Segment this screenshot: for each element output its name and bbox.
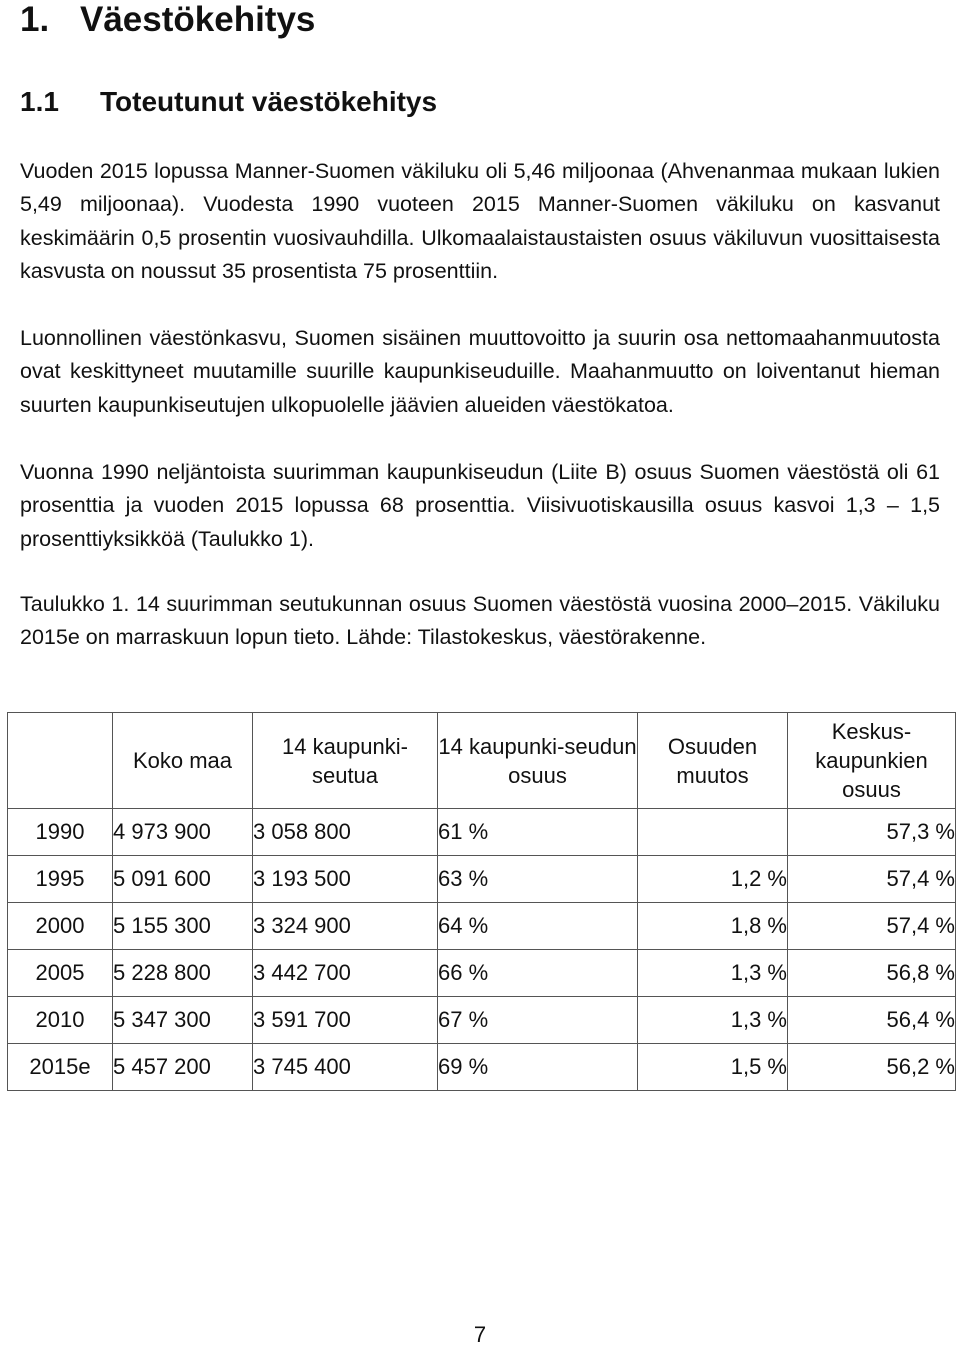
header-year: [8, 713, 113, 809]
cell-osuuden-muutos: 1,5 %: [638, 1044, 788, 1091]
cell-kaupunkiseutua: 3 442 700: [253, 950, 438, 997]
paragraph-urban-share: Vuonna 1990 neljäntoista suurimman kaupunkiseudun (Liite B) osuus Suomen väestöstä oli 61 prosenttia ja vuoden 2015 lopussa 68 prosenttia. Viisivuotiskausilla osuus kasvoi 1,3 – 1,5 prosenttiyksikköä (Taulukko 1).: [20, 460, 940, 551]
cell-keskuskaupunkien-osuus: 56,4 %: [788, 997, 956, 1044]
cell-year: 2015e: [8, 1044, 113, 1091]
header-osuuden-muutos: Osuuden muutos: [638, 713, 788, 809]
paragraph-population: Vuoden 2015 lopussa Manner-Suomen väkiluku oli 5,46 miljoonaa (Ahvenanmaa mukaan lukien 5,49 miljoonaa). Vuodesta 1990 vuoteen 2015 Manner-Suomen väkiluku on kasvanut keskimäärin 0,5 prosentin vuosivauhdilla. Ulkomaalaistaustaisten osuus väkiluvun vuosittaisesta kasvusta on noussut 35 prosentista 75 prosenttiin.: [20, 159, 940, 283]
table-row: [8, 950, 956, 997]
cell-keskuskaupunkien-osuus: 57,4 %: [788, 903, 956, 950]
cell-seudun-osuus: 61 %: [438, 809, 638, 856]
cell-kaupunkiseutua: 3 058 800: [253, 809, 438, 856]
cell-kaupunkiseutua: 3 193 500: [253, 856, 438, 903]
cell-year: 1995: [8, 856, 113, 903]
table-row: [8, 1044, 956, 1091]
cell-osuuden-muutos: 1,2 %: [638, 856, 788, 903]
table-row: [8, 997, 956, 1044]
cell-year: 1990: [8, 809, 113, 856]
cell-seudun-osuus: 66 %: [438, 950, 638, 997]
cell-kaupunkiseutua: 3 324 900: [253, 903, 438, 950]
page-number: 7: [473, 1322, 487, 1347]
table-row: [8, 903, 956, 950]
cell-koko-maa: 5 457 200: [113, 1044, 253, 1091]
cell-osuuden-muutos: 1,8 %: [638, 903, 788, 950]
cell-seudun-osuus: 64 %: [438, 903, 638, 950]
cell-koko-maa: 5 155 300: [113, 903, 253, 950]
cell-osuuden-muutos: 1,3 %: [638, 997, 788, 1044]
cell-osuuden-muutos: 1,3 %: [638, 950, 788, 997]
cell-keskuskaupunkien-osuus: 57,3 %: [788, 809, 956, 856]
cell-kaupunkiseutua: 3 591 700: [253, 997, 438, 1044]
cell-koko-maa: 5 347 300: [113, 997, 253, 1044]
cell-year: 2000: [8, 903, 113, 950]
table-caption: Taulukko 1. 14 suurimman seutukunnan osuus Suomen väestöstä vuosina 2000–2015. Väkiluku 2015e on marraskuun lopun tieto. Lähde: Tilastokeskus, väestörakenne.: [20, 592, 940, 650]
cell-osuuden-muutos: [638, 809, 788, 856]
cell-koko-maa: 5 091 600: [113, 856, 253, 903]
section-number: 1.1: [20, 86, 59, 117]
cell-seudun-osuus: 69 %: [438, 1044, 638, 1091]
header-kaupunkiseutua: 14 kaupunki-seutua: [253, 713, 438, 809]
header-koko-maa: Koko maa: [113, 713, 253, 809]
chapter-title: Väestökehitys: [80, 0, 316, 39]
table-header-row: [8, 713, 956, 809]
cell-seudun-osuus: 67 %: [438, 997, 638, 1044]
population-table: [7, 712, 956, 1091]
cell-seudun-osuus: 63 %: [438, 856, 638, 903]
header-seudun-osuus: 14 kaupunki-seudun osuus: [438, 713, 638, 809]
chapter-number: 1.: [20, 0, 50, 39]
cell-keskuskaupunkien-osuus: 57,4 %: [788, 856, 956, 903]
cell-keskuskaupunkien-osuus: 56,2 %: [788, 1044, 956, 1091]
section-title: Toteutunut väestökehitys: [100, 86, 438, 117]
cell-koko-maa: 5 228 800: [113, 950, 253, 997]
table-row: [8, 809, 956, 856]
cell-kaupunkiseutua: 3 745 400: [253, 1044, 438, 1091]
cell-year: 2010: [8, 997, 113, 1044]
cell-year: 2005: [8, 950, 113, 997]
chapter-heading: [20, 0, 315, 40]
header-keskuskaupunkien-osuus: Keskus-kaupunkien osuus: [788, 713, 956, 809]
cell-koko-maa: 4 973 900: [113, 809, 253, 856]
section-heading: [20, 84, 437, 120]
paragraph-migration: Luonnollinen väestönkasvu, Suomen sisäinen muuttovoitto ja suurin osa nettomaahanmuutosta ovat keskittyneet muutamille suurille kaupunkiseuduille. Maahanmuutto on loiventanut hieman suurten kaupunkiseutujen ulkopuolelle jäävien alueiden väestökatoa.: [20, 326, 940, 417]
table-row: [8, 856, 956, 903]
cell-keskuskaupunkien-osuus: 56,8 %: [788, 950, 956, 997]
